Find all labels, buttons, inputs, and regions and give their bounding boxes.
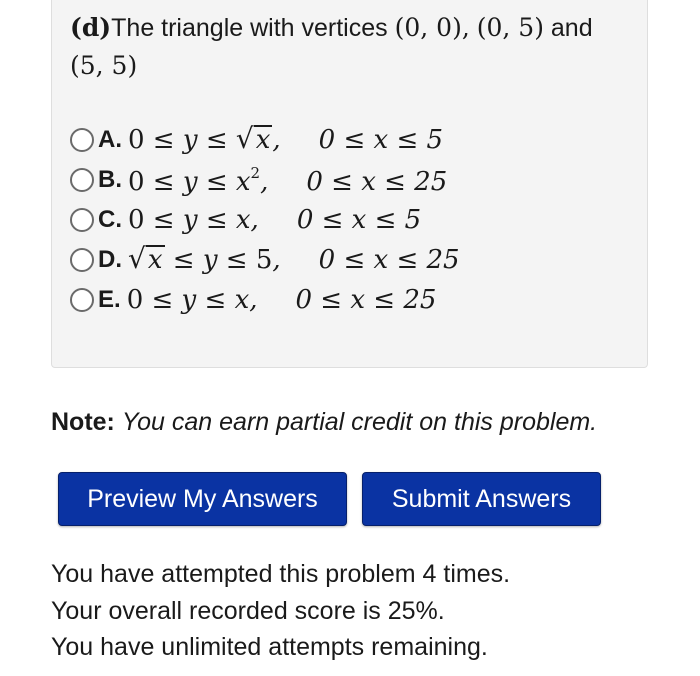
prompt-text: The triangle with vertices bbox=[111, 14, 388, 42]
sqrt-symbol: √ x bbox=[235, 122, 271, 155]
partial-credit-note bbox=[51, 408, 597, 437]
and-text: and bbox=[550, 14, 593, 42]
remaining-text: You have unlimited attempts remaining. bbox=[51, 633, 488, 661]
choice-b[interactable] bbox=[70, 160, 460, 200]
problem-box bbox=[51, 0, 648, 368]
choice-c-math: 0 ≤ y ≤ x, 0 ≤ x ≤ 5 bbox=[128, 205, 422, 235]
radio-button-b[interactable] bbox=[70, 168, 94, 192]
radio-button-c[interactable] bbox=[70, 208, 94, 232]
choice-letter-e: E. bbox=[98, 286, 121, 313]
choice-e-x-range: 0 ≤ x ≤ 25 bbox=[295, 285, 437, 315]
attempts-text: You have attempted this problem 4 times. bbox=[51, 560, 511, 588]
radio-button-a[interactable] bbox=[70, 128, 94, 152]
vertex-3: (5, 5) bbox=[70, 51, 138, 80]
vertex-1: (0, 0) bbox=[394, 13, 462, 42]
vertex-2: (0, 5) bbox=[476, 13, 544, 42]
choice-a-x-range: 0 ≤ x ≤ 5 bbox=[318, 125, 444, 155]
radio-button-e[interactable] bbox=[70, 288, 94, 312]
choice-letter-c: C. bbox=[98, 206, 122, 233]
choice-a-math: 0 ≤ y ≤ √ x , 0 ≤ x ≤ 5 bbox=[128, 122, 444, 155]
sqrt-symbol: √ x bbox=[128, 242, 163, 275]
choice-letter-d: D. bbox=[98, 246, 122, 273]
choice-e-math: 0 ≤ y ≤ x, 0 ≤ x ≤ 25 bbox=[126, 285, 437, 315]
score-text: Your overall recorded score is 25%. bbox=[51, 596, 445, 625]
choice-b-x-range: 0 ≤ x ≤ 25 bbox=[306, 166, 448, 197]
attempt-status bbox=[51, 556, 510, 666]
choice-letter-a: A. bbox=[98, 126, 122, 153]
preview-answers-button[interactable]: Preview My Answers bbox=[58, 472, 347, 526]
choice-c[interactable] bbox=[70, 200, 460, 240]
choice-d-x-range: 0 ≤ x ≤ 25 bbox=[318, 245, 460, 275]
choice-d-math: √ x ≤ y ≤ 5, 0 ≤ x ≤ 25 bbox=[128, 242, 460, 275]
problem-prompt: (d)The triangle with vertices (0, 0), (0, 5) and (5, 5) bbox=[70, 13, 593, 80]
choice-b-math: $0 \le y \le x^2$, 0 ≤ x ≤ 25 bbox=[128, 163, 448, 197]
part-label: (d) bbox=[70, 13, 112, 42]
choice-d[interactable] bbox=[70, 240, 460, 280]
note-label: Note: bbox=[51, 408, 115, 436]
radio-button-d[interactable] bbox=[70, 248, 94, 272]
note-text: You can earn partial credit on this problem. bbox=[121, 408, 598, 436]
choice-c-x-range: 0 ≤ x ≤ 5 bbox=[296, 205, 422, 235]
choice-letter-b: B. bbox=[98, 166, 122, 193]
submit-answers-button[interactable]: Submit Answers bbox=[362, 472, 601, 526]
answer-choices bbox=[70, 120, 460, 320]
choice-e[interactable] bbox=[70, 280, 460, 320]
choice-a[interactable] bbox=[70, 120, 460, 160]
